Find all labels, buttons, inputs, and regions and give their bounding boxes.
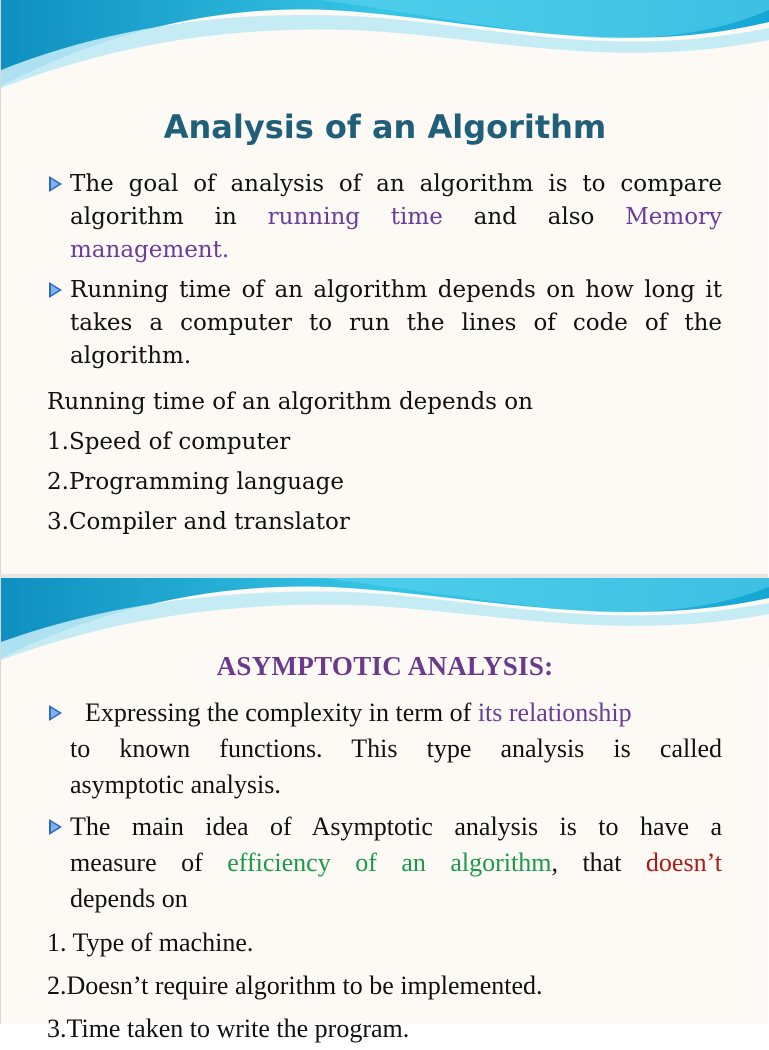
text-fragment: , that bbox=[551, 848, 622, 877]
list-item: 3.Time taken to write the program. bbox=[47, 1014, 410, 1043]
factors-intro: Running time of an algorithm depends on bbox=[47, 389, 533, 415]
text-fragment: and also bbox=[473, 204, 595, 230]
independence-list bbox=[47, 921, 543, 1050]
highlight-efficiency: efficiency of an algorithm bbox=[227, 848, 552, 877]
bullet-running-time bbox=[70, 274, 722, 373]
text-fragment: Expressing the complexity in term of bbox=[85, 698, 472, 727]
highlight-management: management. bbox=[70, 237, 230, 263]
list-item: 1.Speed of computer bbox=[47, 429, 291, 455]
bullet-arrow-icon bbox=[49, 176, 62, 192]
bullet-arrow-icon bbox=[49, 819, 62, 835]
bullet-arrow-icon bbox=[49, 705, 62, 721]
text-fragment: measure of bbox=[70, 848, 203, 877]
highlight-doesnt: doesn’t bbox=[645, 848, 722, 877]
bullet-expressing-complexity bbox=[70, 695, 722, 803]
text-line: asymptotic analysis. bbox=[70, 770, 281, 799]
text-line: depends on bbox=[70, 884, 188, 913]
text-line: to known functions. This type analysis is called bbox=[70, 734, 722, 763]
text-fragment: algorithm in bbox=[70, 204, 237, 230]
text-line: algorithm. bbox=[70, 343, 192, 369]
list-item: 1. Type of machine. bbox=[47, 928, 254, 957]
text-line: The goal of analysis of an algorithm is to compare bbox=[70, 171, 722, 197]
text-line bbox=[70, 845, 722, 881]
text-line: Running time of an algorithm depends on how long it bbox=[70, 277, 722, 303]
text-line bbox=[70, 201, 722, 234]
slide-title: Analysis of an Algorithm bbox=[163, 108, 607, 146]
bullet-arrow-icon bbox=[49, 282, 62, 298]
bullet-main-idea bbox=[70, 809, 722, 917]
slide-2 bbox=[0, 578, 768, 1043]
bullet-goal-of-analysis bbox=[70, 168, 722, 267]
list-item: 2.Doesn’t require algorithm to be implemented. bbox=[47, 971, 543, 1000]
highlight-running-time: running time bbox=[267, 204, 443, 230]
slide-title: ASYMPTOTIC ANALYSIS: bbox=[216, 651, 554, 681]
highlight-relationship: its relationship bbox=[477, 698, 632, 727]
text-line bbox=[70, 695, 722, 731]
running-time-factors bbox=[47, 382, 533, 542]
text-line: The main idea of Asymptotic analysis is to have a bbox=[70, 812, 722, 841]
highlight-memory: Memory bbox=[625, 204, 723, 230]
list-item: 2.Programming language bbox=[47, 469, 344, 495]
wave-header-graphic bbox=[1, 0, 769, 100]
text-line: takes a computer to run the lines of code of the bbox=[70, 310, 722, 336]
list-item: 3.Compiler and translator bbox=[47, 509, 350, 535]
